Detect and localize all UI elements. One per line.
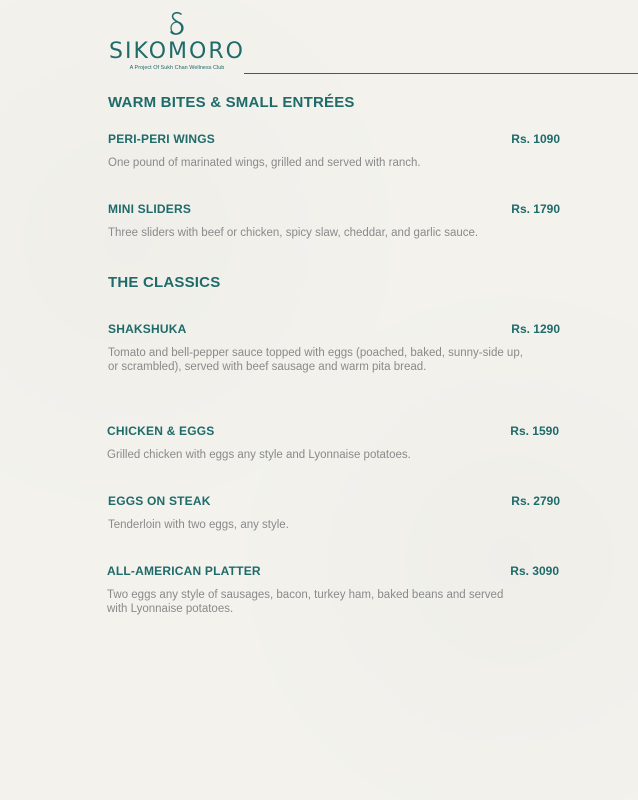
- section-title: THE CLASSICS: [108, 274, 221, 291]
- item-price: Rs. 1090: [511, 132, 560, 146]
- item-name: MINI SLIDERS: [108, 202, 192, 216]
- brand-logo: [107, 10, 247, 72]
- menu-item: [107, 424, 559, 462]
- item-price: Rs. 1790: [511, 202, 560, 216]
- item-description: Tenderloin with two eggs, any style.: [108, 519, 289, 531]
- item-description: Three sliders with beef or chicken, spicy slaw, cheddar, and garlic sauce.: [108, 227, 479, 239]
- item-description: Grilled chicken with eggs any style and Lyonnaise potatoes.: [107, 449, 411, 461]
- item-name: ALL-AMERICAN PLATTER: [107, 564, 261, 578]
- brand-name: SIKOMORO: [109, 39, 245, 64]
- item-name: EGGS ON STEAK: [108, 494, 211, 508]
- item-price: Rs. 1290: [511, 322, 560, 336]
- swirl-s-logo-icon: [166, 10, 188, 40]
- item-price: Rs. 1590: [510, 424, 559, 438]
- item-price: Rs. 3090: [510, 564, 559, 578]
- header-divider: [244, 73, 638, 74]
- menu-item: [108, 494, 560, 532]
- item-description: Tomato and bell-pepper sauce topped with eggs (poached, baked, sunny-side up, or scrambled), served with beef sausage and warm pita bread.: [108, 347, 523, 373]
- item-name: CHICKEN & EGGS: [107, 424, 215, 438]
- section-title: WARM BITES & SMALL ENTRÉES: [108, 94, 355, 111]
- item-description: Two eggs any style of sausages, bacon, turkey ham, baked beans and served with Lyonnaise potatoes.: [107, 589, 504, 615]
- item-name: SHAKSHUKA: [108, 322, 187, 336]
- item-price: Rs. 2790: [511, 494, 560, 508]
- menu-item: [107, 564, 559, 616]
- menu-item: [108, 202, 560, 240]
- brand-tagline: A Project Of Sukh Chan Wellness Club: [129, 65, 225, 71]
- item-description: One pound of marinated wings, grilled and served with ranch.: [108, 157, 421, 169]
- menu-item: [108, 322, 560, 374]
- item-name: PERI-PERI WINGS: [108, 132, 216, 146]
- menu-item: [108, 132, 560, 170]
